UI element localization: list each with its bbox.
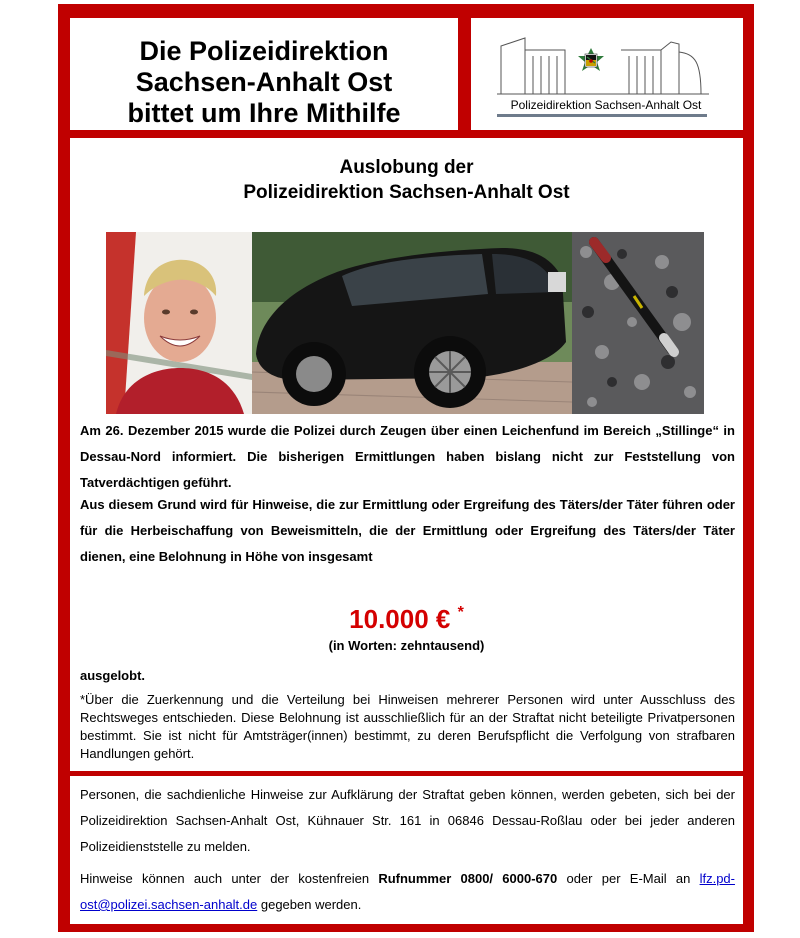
evidence-photo xyxy=(572,232,704,414)
reward-in-words: (in Worten: zehntausend) xyxy=(328,638,485,653)
hotline-mid: oder per E-Mail an xyxy=(557,871,700,886)
title-panel xyxy=(70,18,458,130)
awarded-text: ausgelobt. xyxy=(80,668,146,683)
hotline-suffix: gegeben werden. xyxy=(257,897,362,912)
title-line-2: Sachsen-Anhalt Ost xyxy=(135,67,393,97)
heading-line-1: Auslobung der xyxy=(339,157,474,178)
email-link[interactable]: lfz.pd-ost@polizei.sachsen-anhalt.de xyxy=(80,871,735,912)
intro-paragraph: Am 26. Dezember 2015 wurde die Polizei durch Zeugen über einen Leichenfund im Bereich „Stillinge“ in Dessau-Nord informiert. Die bisherigen Ermittlungen haben bislang nicht zur Feststellung von Tatverdächtigen geführt. xyxy=(80,423,735,490)
reward-value: 10.000 € xyxy=(349,604,451,634)
police-star-icon xyxy=(578,48,604,71)
police-building-icon xyxy=(495,32,717,102)
heading-line-2: Polizeidirektion Sachsen-Anhalt Ost xyxy=(243,182,570,203)
car-photo xyxy=(252,232,572,414)
contact-panel xyxy=(70,776,743,924)
victim-photo xyxy=(106,232,252,414)
reward-footnote-marker: * xyxy=(457,604,464,621)
logo-text: Polizeidirektion Sachsen-Anhalt Ost xyxy=(510,98,702,112)
poster-title xyxy=(70,36,458,129)
title-line-1: Die Polizeidirektion xyxy=(139,36,389,66)
title-line-3: bittet um Ihre Mithilfe xyxy=(127,98,401,128)
reward-amount xyxy=(70,604,743,635)
hotline-paragraph xyxy=(80,866,735,918)
logo-panel xyxy=(471,18,743,130)
poster-frame xyxy=(58,4,754,932)
reason-paragraph: Aus diesem Grund wird für Hinweise, die zur Ermittlung oder Ergreifung des Täters/der Täter führen oder für die Herbeischaffung von Beweismitteln, die der Ermittlung oder Ergreifung des Täters/der Täter dienen, eine Belohnung in Höhe von insgesamt xyxy=(80,497,735,564)
footnote-text: *Über die Zuerkennung und die Verteilung bei Hinweisen mehrerer Personen wird unter Ausschluss des Rechtsweges entschieden. Diese Belohnung ist ausschließlich für an der Straftat nicht beteiligte Privatpersonen bestimmt. Sie ist nicht für Amtsträger(innen) bestimmt, zu deren Berufspflicht die Verfolgung von strafbaren Handlungen gehört. xyxy=(80,692,735,761)
hotline-prefix: Hinweise können auch unter der kostenfreien xyxy=(80,871,379,886)
phone-number: Rufnummer 0800/ 6000-670 xyxy=(378,871,558,886)
logo-underline xyxy=(497,114,707,117)
police-logo xyxy=(495,32,717,120)
main-panel xyxy=(70,138,743,771)
contact-paragraph: Personen, die sachdienliche Hinweise zur Aufklärung der Straftat geben können, werden gebeten, sich bei der Polizeidirektion Sachsen-Anhalt Ost, Kühnauer Str. 161 in 06846 Dessau-Roßlau oder bei jeder anderen Polizeidienststelle zu melden. xyxy=(80,787,735,854)
